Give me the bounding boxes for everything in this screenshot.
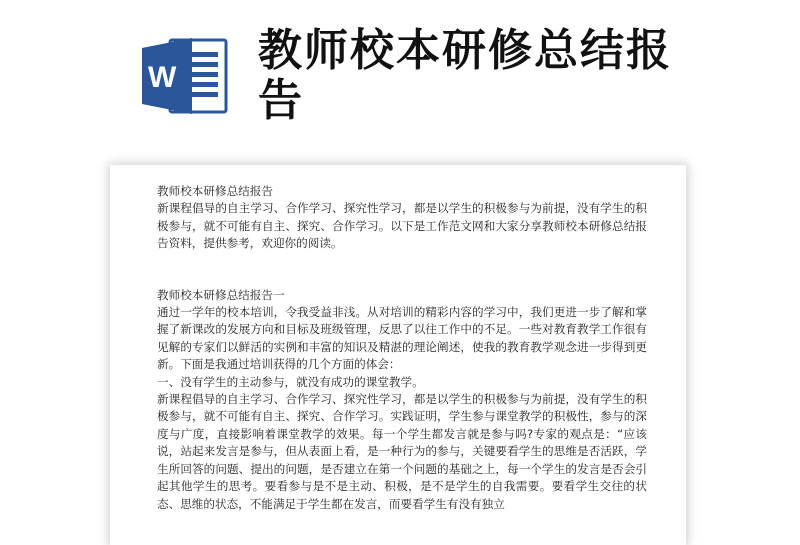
- section-heading: 教师校本研修总结报告一: [157, 287, 285, 302]
- page-title: 教师校本研修总结报告: [258, 25, 672, 126]
- word-document-icon: [140, 36, 230, 116]
- paragraph-1: 通过一学年的校本培训，令我受益非浅。从对培训的精彩内容的学习中，我们更进一步了解和掌握了新课改的发展方向和目标及班级管理，反思了以往工作中的不足。一些对教育教学工作很有见解的专家们以鲜活的实例和丰富的知识及精湛的理论阐述，使我的教育教学观念进一步得到更新。下面是我通过培训获得的几个方面的体会：: [157, 305, 647, 372]
- intro-paragraph: 新课程倡导的自主学习、合作学习、探究性学习，都是以学生的积极参与为前提，没有学生的积极参与，就不可能有自主、探究、合作学习。以下是工作范文网和大家分享教师校本研修总结报告资料，提供参考，欢迎你的阅读。: [157, 201, 647, 251]
- paragraph-2: 新课程倡导的自主学习、合作学习、探究性学习，都是以学生的积极参与为前提，没有学生的积极参与，就不可能有自主、探究、合作学习。实践证明，学生参与课堂教学的积极性，参与的深度与广度，直接影响着课堂教学的效果。每一个学生都发言就是参与吗?专家的观点是：“应该说，站起来发言是参与，但从表面上看，是一种行为的参与，关键要看学生的思维是否活跃，学生所回答的问题、提出的问题，是否建立在第一个问题的基础之上，每一个学生的发言是否会引起其他学生的思考。要看参与是不是主动、积极，是不是学生的自我需要。要看学生交往的状态、思维的状态，不能满足于学生都在发言，而要看学生有没有独立: [157, 392, 647, 511]
- document-heading: 教师校本研修总结报告: [157, 184, 273, 198]
- spacer: [157, 253, 647, 287]
- document-body: [157, 183, 647, 513]
- point-1: 一、没有学生的主动参与，就没有成功的课堂教学。: [157, 374, 424, 389]
- header-band: [0, 0, 800, 150]
- word-letter: W: [148, 61, 177, 94]
